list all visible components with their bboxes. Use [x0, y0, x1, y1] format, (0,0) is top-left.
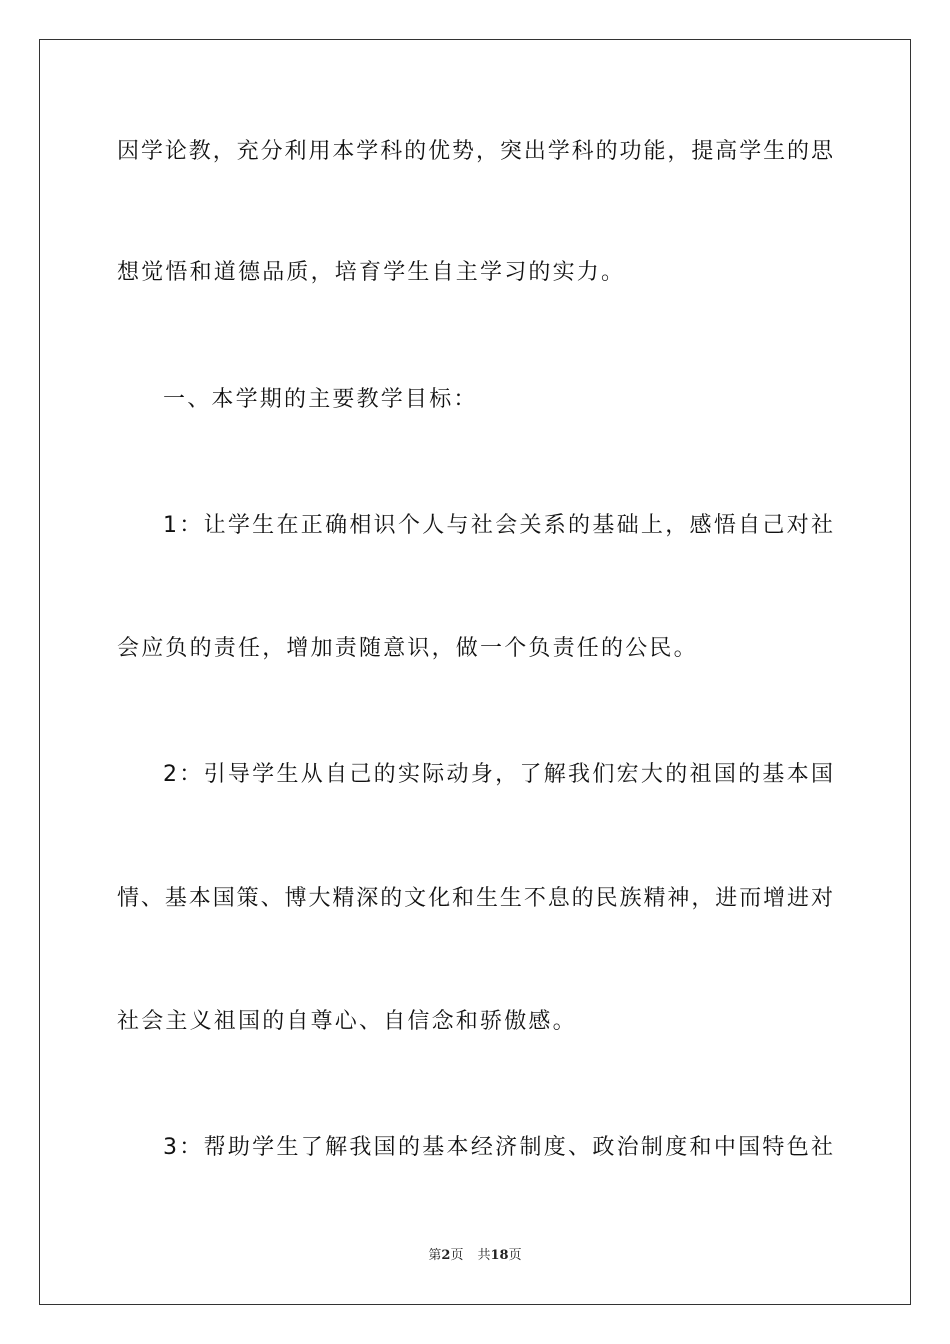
body-line-6: 2：引导学生从自己的实际动身，了解我们宏大的祖国的基本国 — [163, 762, 833, 787]
body-line-8: 社会主义祖国的自尊心、自信念和骄傲感。 — [117, 1009, 577, 1034]
body-line-9: 3：帮助学生了解我国的基本经济制度、政治制度和中国特色社 — [163, 1135, 833, 1160]
body-line-7: 情、基本国策、博大精深的文化和生生不息的民族精神，进而增进对 — [117, 886, 833, 911]
footer-page-prefix: 第 — [428, 1248, 442, 1263]
footer-total-number: 18 — [490, 1248, 509, 1263]
footer-page-suffix: 页 — [450, 1248, 464, 1263]
page-footer — [0, 1247, 950, 1265]
body-line-1: 因学论教，充分利用本学科的优势，突出学科的功能，提高学生的思 — [117, 139, 833, 164]
section-heading: 一、本学期的主要教学目标： — [163, 387, 478, 412]
page-frame — [39, 39, 911, 1305]
body-line-5: 会应负的责任，增加责随意识，做一个负责任的公民。 — [117, 636, 698, 661]
footer-page-number: 2 — [441, 1248, 451, 1263]
footer-total-suffix: 页 — [508, 1248, 522, 1263]
body-line-4: 1：让学生在正确相识个人与社会关系的基础上，感悟自己对社 — [163, 513, 833, 538]
footer-total-prefix: 共 — [477, 1248, 491, 1263]
body-line-2: 想觉悟和道德品质，培育学生自主学习的实力。 — [117, 260, 626, 285]
